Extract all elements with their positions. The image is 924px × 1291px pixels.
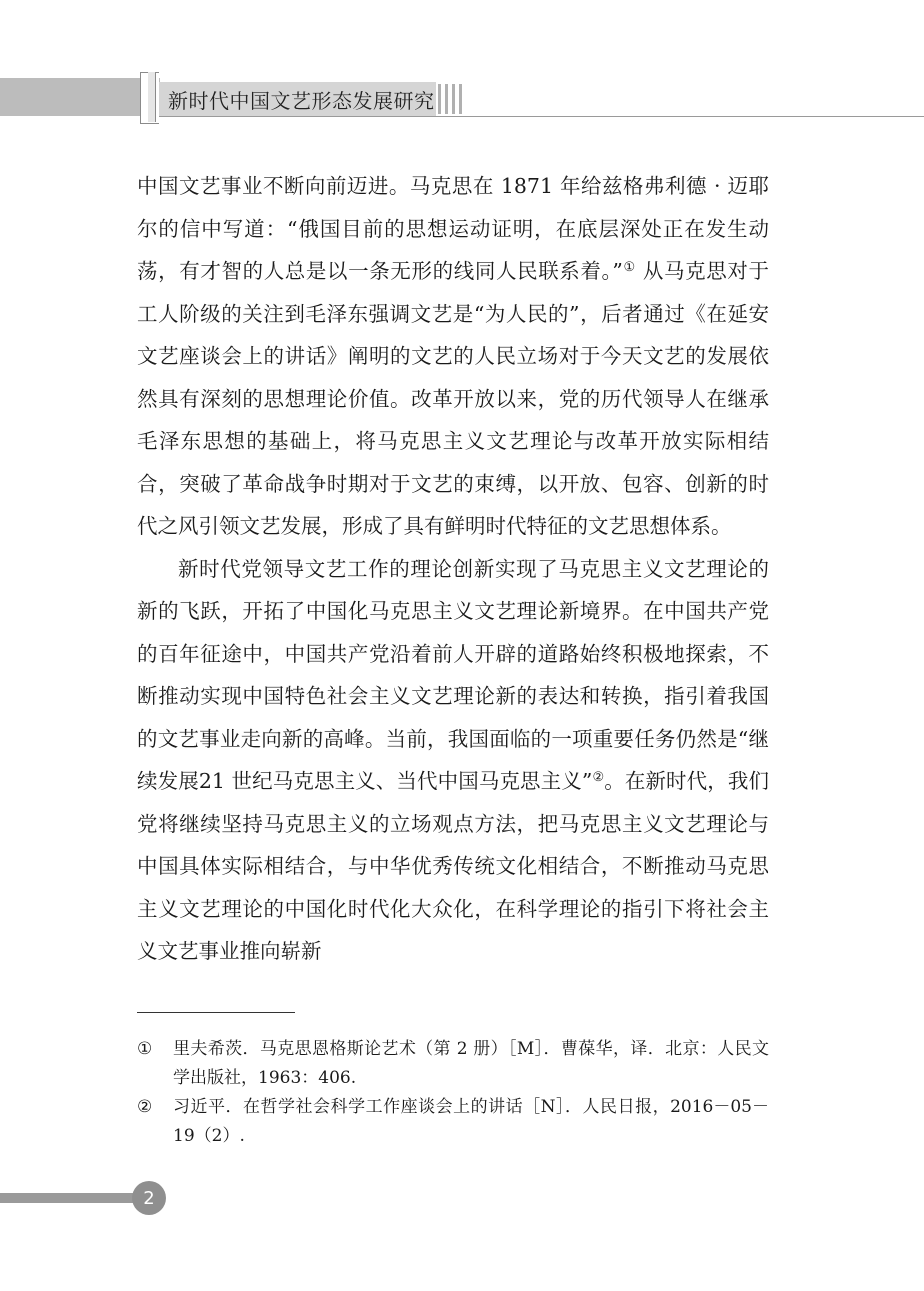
footnote-ref-1[interactable]: ① bbox=[622, 260, 636, 275]
running-header bbox=[158, 82, 436, 116]
paragraph-2-text-a: 新时代党领导文艺工作的理论创新实现了马克思主义文艺理论的新的飞跃，开拓了中国化马克思主义文艺理论新境界。在中国共产党的百年征途中，中国共产党沿着前人开辟的道路始终积极地探索，不断推动实现中国特色社会主义文艺理论新的表达和转换，指引着我国的文艺事业走向新的高峰。当前，我国面临的一项重要任务仍然是“继续发展21 世纪马克思主义、当代中国马克思主义” bbox=[137, 556, 769, 793]
paragraph-2-text-b: 。在新时代，我们党将继续坚持马克思主义的立场观点方法，把马克思主义文艺理论与中国具体实际相结合，与中华优秀传统文化相结合，不断推动马克思主义文艺理论的中国化时代化大众化，在科学理论的指引下将社会主义文艺事业推向崭新 bbox=[137, 769, 769, 963]
header-bracket-inner bbox=[148, 72, 156, 122]
footnote-separator bbox=[137, 1012, 295, 1013]
header-rule bbox=[140, 116, 924, 117]
footnote-text: 习近平．在哲学社会科学工作座谈会上的讲话［N］．人民日报，2016－05－19（2）. bbox=[173, 1097, 769, 1146]
paragraph-2 bbox=[137, 548, 769, 973]
page-number-bar bbox=[0, 1193, 140, 1203]
running-title: 新时代中国文艺形态发展研究 bbox=[168, 88, 435, 113]
paragraph-1 bbox=[137, 165, 769, 548]
footnote-2 bbox=[137, 1093, 769, 1150]
header-stripes-ornament bbox=[438, 84, 462, 114]
page-number: 2 bbox=[132, 1181, 166, 1215]
footnote-text: 里夫希茨．马克思恩格斯论艺术（第 2 册）［M］．曹葆华，译．北京：人民文学出版社，1963：406. bbox=[173, 1039, 769, 1088]
footnote-mark: ② bbox=[137, 1097, 153, 1117]
paragraph-1-text-b: 从马克思对于工人阶级的关注到毛泽东强调文艺是“为人民的”，后者通过《在延安文艺座谈会上的讲话》阐明的文艺的人民立场对于今天文艺的发展依然具有深刻的思想理论价值。改革开放以来，党的历代领导人在继承毛泽东思想的基础上，将马克思主义文艺理论与改革开放实际相结合，突破了革命战争时期对于文艺的束缚，以开放、包容、创新的时代之风引领文艺发展，形成了具有鲜明时代特征的文艺思想体系。 bbox=[137, 259, 769, 538]
header-band bbox=[0, 78, 160, 116]
footnote-ref-2[interactable]: ② bbox=[592, 770, 605, 785]
footnotes bbox=[137, 1035, 769, 1151]
footnote-1 bbox=[137, 1035, 769, 1092]
footnote-mark: ① bbox=[137, 1039, 153, 1059]
main-text bbox=[137, 165, 769, 973]
paragraph-1-text-a: 中国文艺事业不断向前迈进。马克思在 1871 年给兹格弗利德 · 迈耶尔的信中写道：“俄国目前的思想运动证明，在底层深处正在发生动荡，有才智的人总是以一条无形的线同人民联系着。” bbox=[137, 174, 769, 283]
